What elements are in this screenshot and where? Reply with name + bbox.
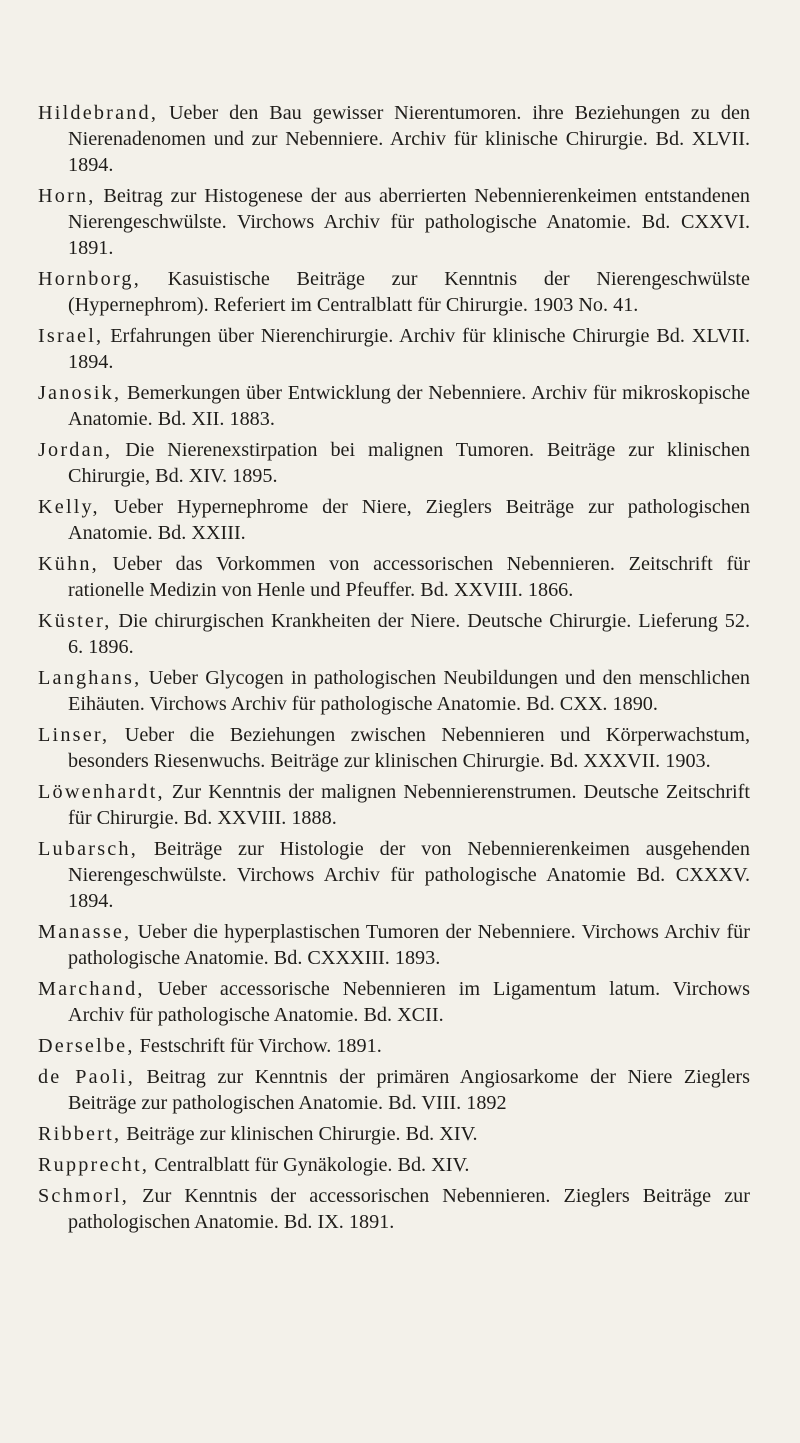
reference-author: Hornborg, (38, 268, 141, 290)
reference-text: Ueber die Beziehungen zwischen Nebennieren und Körperwachstum, besonders Riesenwuchs. Beiträge zur klinischen Chirurgie. Bd. XXXVII. 1903. (68, 724, 750, 772)
reference-author: Löwenhardt, (38, 781, 165, 803)
reference-text: Ueber den Bau gewisser Nierentumoren. ihre Beziehungen zu den Nierenadenomen und zur Nebenniere. Archiv für klinische Chirurgie. Bd. XLVII. 1894. (68, 102, 750, 176)
reference-author: Janosik, (38, 382, 122, 404)
reference-author: Schmorl, (38, 1185, 130, 1207)
reference-item (38, 380, 750, 432)
reference-item (38, 183, 750, 261)
reference-author: Lubarsch, (38, 838, 138, 860)
reference-item (38, 100, 750, 178)
reference-item (38, 665, 750, 717)
reference-item (38, 323, 750, 375)
reference-item (38, 779, 750, 831)
reference-text: Beitrag zur Histogenese der aus aberrierten Nebennierenkeimen entstandenen Nierengeschwülste. Virchows Archiv für pathologische Anatomie. Bd. CXXVI. 1891. (68, 185, 750, 259)
reference-author: Kelly, (38, 496, 100, 518)
reference-item (38, 437, 750, 489)
reference-author: Langhans, (38, 667, 142, 689)
reference-text: Beiträge zur klinischen Chirurgie. Bd. XIV. (126, 1123, 478, 1145)
reference-author: Hildebrand, (38, 102, 159, 124)
reference-text: Zur Kenntnis der accessorischen Nebennieren. Zieglers Beiträge zur pathologischen Anatomie. Bd. IX. 1891. (68, 1185, 751, 1233)
reference-item (38, 551, 750, 603)
reference-text: Kasuistische Beiträge zur Kenntnis der Nierengeschwülste (Hypernephrom). Referiert im Centralblatt für Chirurgie. 1903 No. 41. (68, 268, 751, 316)
reference-text: Centralblatt für Gynäkologie. Bd. XIV. (154, 1154, 470, 1176)
reference-author: Kühn, (38, 553, 99, 575)
reference-text: Die Nierenexstirpation bei malignen Tumoren. Beiträge zur klinischen Chirurgie, Bd. XIV. 1895. (68, 439, 750, 487)
reference-text: Ueber die hyperplastischen Tumoren der Nebenniere. Virchows Archiv für pathologische Anatomie. Bd. CXXXIII. 1893. (68, 921, 750, 969)
reference-item (38, 1121, 750, 1147)
reference-item (38, 919, 750, 971)
reference-text: Zur Kenntnis der malignen Nebennierenstrumen. Deutsche Zeitschrift für Chirurgie. Bd. XXVIII. 1888. (68, 781, 751, 829)
reference-item (38, 1033, 750, 1059)
reference-author: Israel, (38, 325, 104, 347)
reference-author: Jordan, (38, 439, 113, 461)
reference-text: Festschrift für Virchow. 1891. (139, 1035, 382, 1057)
reference-author: Horn, (38, 185, 96, 207)
reference-list (38, 100, 750, 1235)
reference-text: Ueber das Vorkommen von accessorischen Nebennieren. Zeitschrift für rationelle Medizin von Henle und Pfeuffer. Bd. XXVIII. 1866. (68, 553, 750, 601)
reference-text: Bemerkungen über Entwicklung der Nebenniere. Archiv für mikroskopische Anatomie. Bd. XII. 1883. (68, 382, 751, 430)
reference-author: Rupprecht, (38, 1154, 150, 1176)
reference-author: Linser, (38, 724, 110, 746)
reference-item (38, 494, 750, 546)
reference-author: Ribbert, (38, 1123, 122, 1145)
reference-text: Beiträge zur Histologie der von Nebennierenkeimen ausgehenden Nierengeschwülste. Virchows Archiv für pathologische Anatomie Bd. CXXXV. 1894. (68, 838, 750, 912)
reference-item (38, 1064, 750, 1116)
reference-text: Ueber accessorische Nebennieren im Ligamentum latum. Virchows Archiv für pathologische Anatomie. Bd. XCII. (68, 978, 750, 1026)
reference-item (38, 976, 750, 1028)
reference-item (38, 722, 750, 774)
reference-text: Beitrag zur Kenntnis der primären Angiosarkome der Niere Zieglers Beiträge zur pathologischen Anatomie. Bd. VIII. 1892 (68, 1066, 750, 1114)
reference-author: de Paoli, (38, 1066, 135, 1088)
reference-author: Küster, (38, 610, 112, 632)
reference-author: Manasse, (38, 921, 132, 943)
reference-item (38, 608, 750, 660)
reference-item (38, 836, 750, 914)
reference-author: Derselbe, (38, 1035, 135, 1057)
reference-text: Ueber Glycogen in pathologischen Neubildungen und den menschlichen Eihäuten. Virchows Archiv für pathologische Anatomie. Bd. CXX. 1890. (68, 667, 751, 715)
reference-item (38, 1152, 750, 1178)
reference-text: Ueber Hypernephrome der Niere, Zieglers Beiträge zur pathologischen Anatomie. Bd. XXIII. (68, 496, 751, 544)
reference-text: Erfahrungen über Nierenchirurgie. Archiv für klinische Chirurgie Bd. XLVII. 1894. (68, 325, 750, 373)
reference-text: Die chirurgischen Krankheiten der Niere. Deutsche Chirurgie. Lieferung 52. 6. 1896. (68, 610, 750, 658)
reference-author: Marchand, (38, 978, 145, 1000)
reference-item (38, 1183, 750, 1235)
reference-item (38, 266, 750, 318)
